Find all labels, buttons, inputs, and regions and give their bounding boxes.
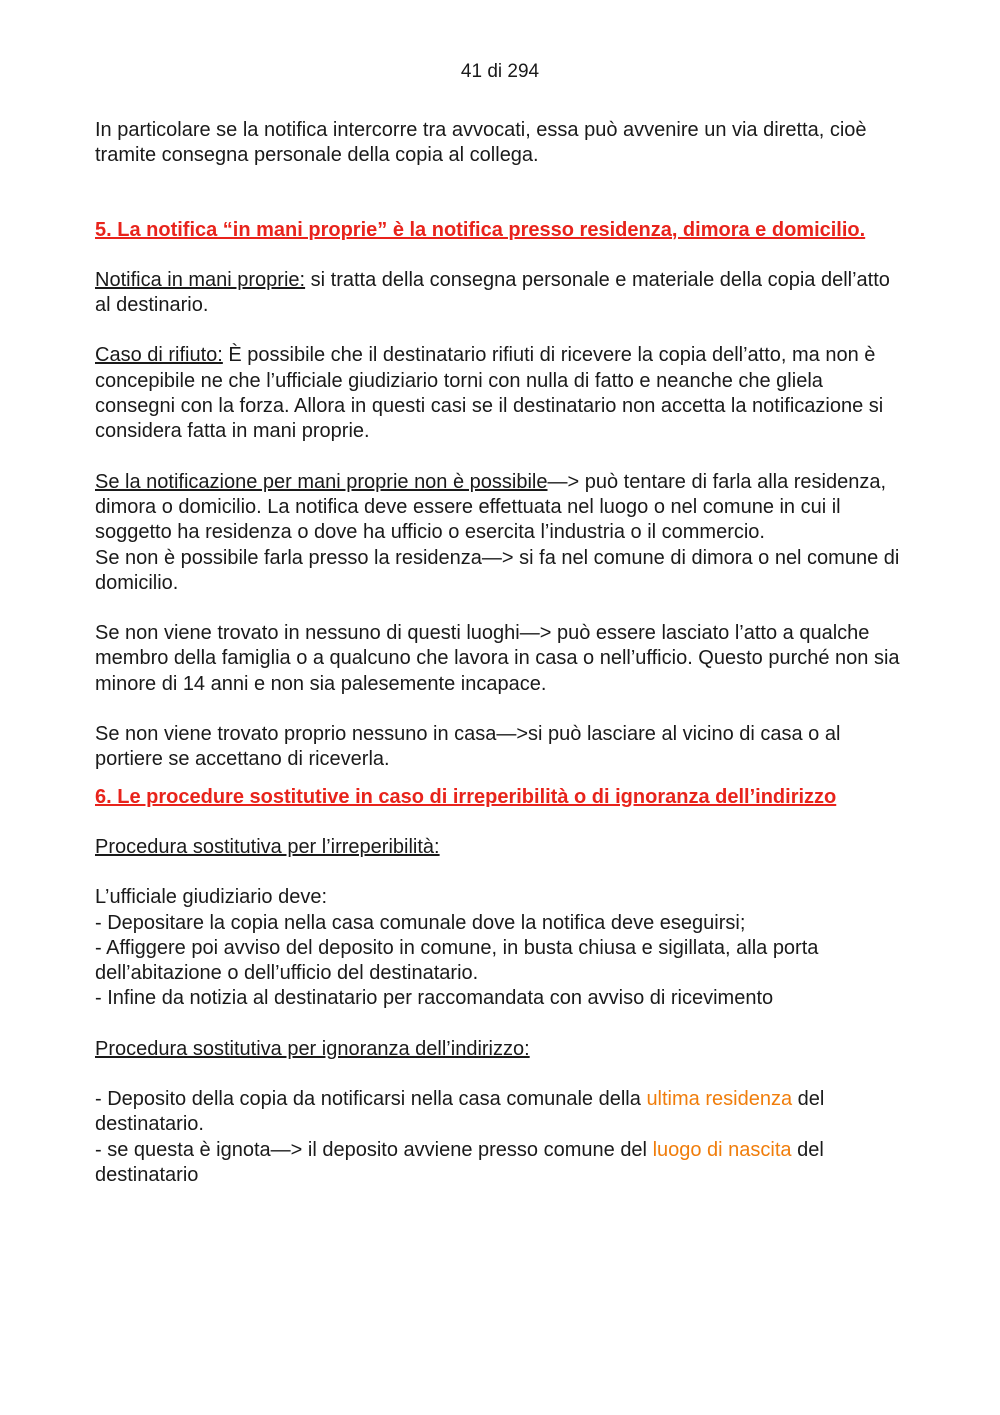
highlight-ultima-residenza: ultima residenza bbox=[646, 1088, 793, 1111]
paragraph-residenza: Se non è possibile farla presso la residenza—> si fa nel comune di dimora o nel comune di domicilio. bbox=[95, 546, 900, 594]
label-notifica-mani-proprie: Notifica in mani proprie: bbox=[95, 268, 306, 291]
list-item: - Affiggere poi avviso del deposito in comune, in busta chiusa e sigillata, alla porta dell’abitazione o dell’ufficio del destinatario. bbox=[95, 936, 819, 985]
section-6-heading: 6. Le procedure sostitutive in caso di irreperibilità o di ignoranza dell’indirizzo bbox=[95, 785, 837, 808]
intro-paragraph: In particolare se la notifica intercorre tra avvocati, essa può avvenire un via diretta, cioè tramite consegna personale della copia al collega. bbox=[95, 119, 867, 167]
page-number: 41 di 294 bbox=[460, 61, 540, 82]
paragraph-non-possibile: Se la notificazione per mani proprie non è possibile—> può tentare di farla alla residenza, dimora o domicilio. La notifica deve essere effettuata nel luogo o nel comune in cui il soggetto ha residenza o dove ha ufficio o esercita l’industria o il commercio. bbox=[95, 470, 887, 544]
list-item: - Depositare la copia nella casa comunale dove la notifica deve eseguirsi; bbox=[95, 911, 746, 934]
list-item: - se questa è ignota—> il deposito avviene presso comune del luogo di nascita del destinatario bbox=[95, 1138, 824, 1186]
paragraph-non-trovato: Se non viene trovato in nessuno di questi luoghi—> può essere lasciato l’atto a qualche membro della famiglia o a qualcuno che lavora in casa o nell’ufficio. Questo purché non sia minore di 14 anni e non sia palesemente incapace. bbox=[95, 622, 900, 695]
paragraph-ufficiale-deve: L’ufficiale giudiziario deve: bbox=[95, 886, 328, 909]
section-5-heading: 5. La notifica “in mani proprie” è la notifica presso residenza, dimora e domicilio. bbox=[95, 218, 866, 241]
subheading-ignoranza-indirizzo: Procedura sostitutiva per ignoranza dell’indirizzo: bbox=[95, 1037, 530, 1060]
subheading-irreperibilita: Procedura sostitutiva per l’irreperibilità: bbox=[95, 835, 440, 858]
document-body bbox=[95, 118, 905, 1188]
highlight-luogo-nascita: luogo di nascita bbox=[652, 1138, 792, 1161]
list-item: - Deposito della copia da notificarsi nella casa comunale della ultima residenza del destinatario. bbox=[95, 1088, 825, 1136]
label-non-possibile: Se la notificazione per mani proprie non è possibile bbox=[95, 470, 548, 493]
paragraph-notifica-mani-proprie: Notifica in mani proprie: si tratta della consegna personale e materiale della copia dell’atto al destinario. bbox=[95, 268, 890, 317]
label-caso-rifiuto: Caso di rifiuto: bbox=[95, 344, 223, 367]
paragraph-caso-rifiuto: Caso di rifiuto: È possibile che il destinatario rifiuti di ricevere la copia dell’atto, ma non è concepibile ne che l’ufficiale giudiziario torni con nulla di fatto e neanche che gliela consegni con la forza. Allora in questi casi se il destinatario non accetta la notificazione si considera fatta in mani proprie. bbox=[95, 344, 884, 443]
list-item: - Infine da notizia al destinatario per raccomandata con avviso di ricevimento bbox=[95, 987, 774, 1010]
paragraph-nessuno-in-casa: Se non viene trovato proprio nessuno in casa—>si può lasciare al vicino di casa o al portiere se accettano di riceverla. bbox=[95, 723, 841, 771]
